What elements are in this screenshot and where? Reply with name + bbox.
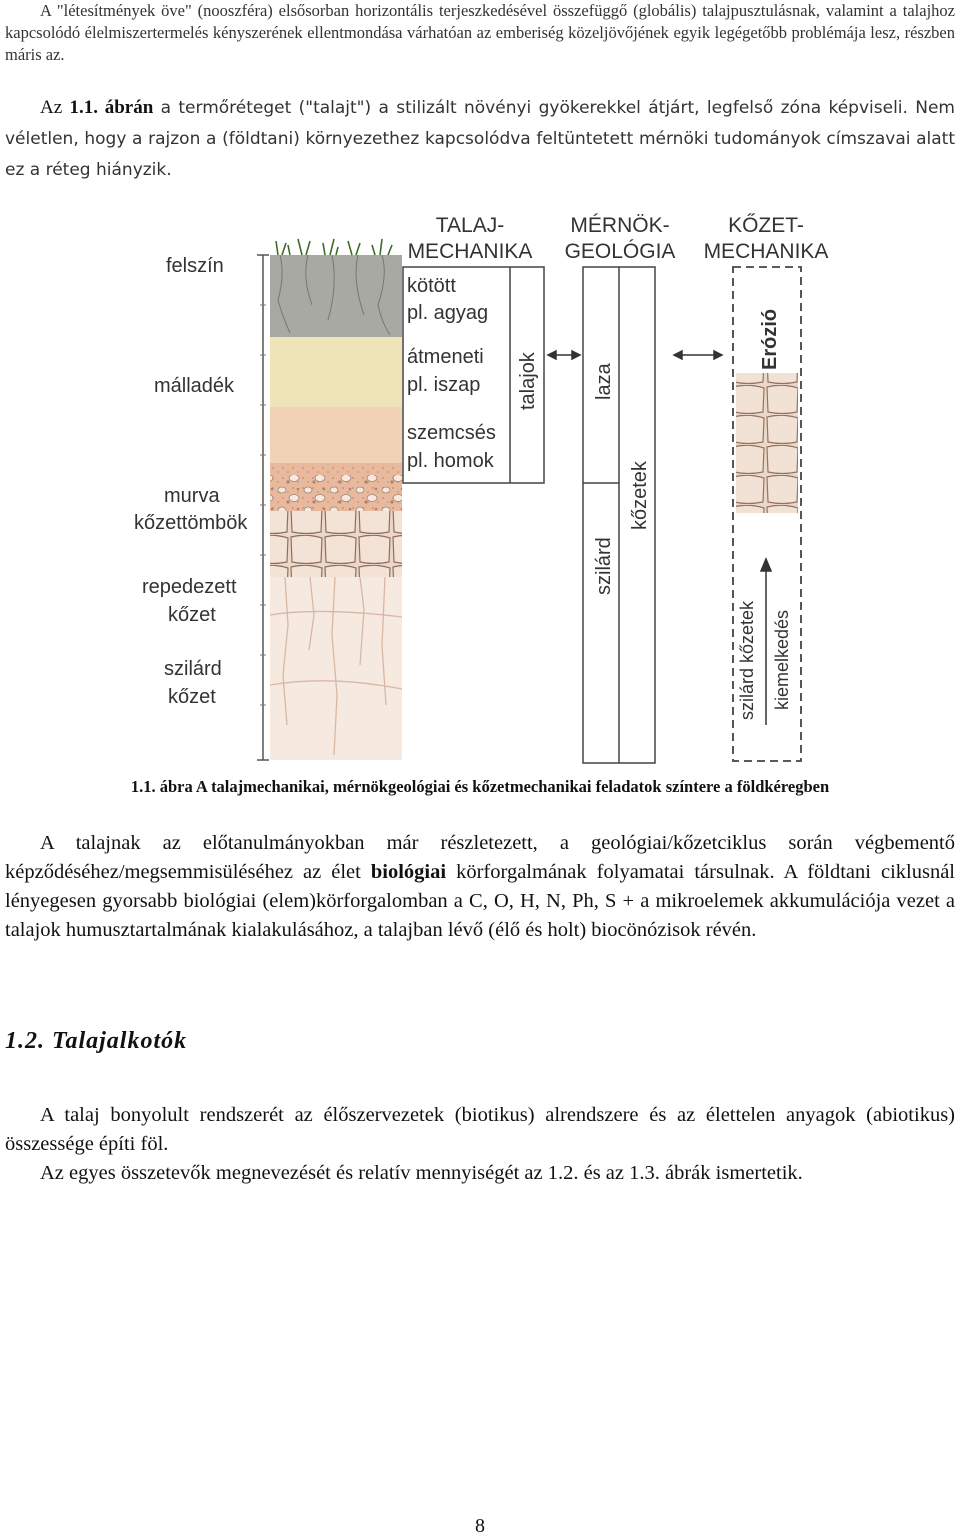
label-szilard-kozetek: szilárd kőzetek — [737, 600, 757, 720]
biology-text-a: A talajnak az előtanulmányokban már részletezett, a geológiai/kőzetciklus során végbementő képződéséhez/megsemmisüléséhez az élet — [5, 832, 955, 883]
label-malladek: málladék — [154, 375, 235, 397]
intro-paragraph — [5, 0, 955, 66]
double-arrows — [548, 351, 722, 359]
biology-bold: biológiai — [370, 861, 447, 883]
label-repedezett: repedezett — [142, 576, 237, 598]
figure-ref-text: a termőréteget ("talajt") a stilizált növényi gyökerekkel átjárt, legfelső zóna képviseli. Nem véletlen, hogy a rajzon a (földtani) környezethez kapcsolódva feltüntetett mérnöki tudományok címszavai alatt ez a réteg hiányzik. — [5, 98, 955, 180]
gravel-layer — [270, 475, 402, 515]
header-kozet-2: MECHANIKA — [703, 240, 829, 263]
components-text-a: A talaj bonyolult rendszerét az élőszervezetek (biotikus) alrendszere és az élettelen anyagok (abiotikus) összessége építi föl. — [5, 1104, 955, 1155]
label-kozet-2: kőzet — [168, 686, 216, 708]
plants-icon — [276, 239, 392, 255]
soil-iszap: pl. iszap — [407, 374, 481, 396]
header-kozet-1: KŐZET- — [728, 214, 804, 237]
uplift-arrow-icon — [761, 559, 771, 725]
soil-homok: pl. homok — [407, 450, 494, 472]
label-talajok: talajok — [517, 352, 539, 410]
label-szilard-vertical: szilárd — [593, 537, 615, 595]
header-mernok-1: MÉRNÖK- — [570, 214, 670, 237]
page-number: 8 — [475, 1515, 485, 1537]
az-word: Az — [40, 97, 63, 118]
components-paragraph — [5, 1101, 955, 1188]
rock-mechanics-box — [733, 267, 801, 761]
label-kozetek: kőzetek — [629, 461, 651, 530]
label-murva: murva — [164, 485, 220, 507]
label-laza: laza — [593, 363, 615, 400]
topsoil-layer — [270, 255, 402, 337]
label-felszin: felszín — [166, 255, 224, 277]
components-text-b: Az egyes összetevők megnevezését és relatív mennyiségét az 1.2. és az 1.3. ábrák ismertetik. — [40, 1162, 803, 1184]
label-szilard: szilárd — [164, 658, 222, 680]
figure-caption: 1.1. ábra A talajmechanikai, mérnökgeológiai és kőzetmechanikai feladatok színtere a földkéregben — [130, 777, 830, 796]
header-mernok-2: GEOLÓGIA — [564, 240, 676, 263]
biology-paragraph — [5, 829, 955, 945]
soil-column — [270, 239, 402, 760]
header-talaj-1: TALAJ- — [435, 214, 505, 237]
soil-kotott: kötött — [407, 275, 456, 297]
figure-ref: 1.1. ábrán — [69, 97, 154, 118]
label-kozettombok: kőzettömbök — [134, 512, 248, 534]
label-kozet-1: kőzet — [168, 604, 216, 626]
soil-agyag: pl. agyag — [407, 302, 489, 324]
figure-reference-paragraph — [5, 92, 955, 186]
label-kiemelkedes: kiemelkedés — [772, 609, 792, 710]
header-talaj-2: MECHANIKA — [407, 240, 533, 263]
bedrock-layer — [270, 577, 402, 760]
soil-szemcses: szemcsés — [407, 422, 496, 444]
silt-layer — [270, 407, 402, 463]
soil-profile-figure — [120, 205, 840, 767]
clay-layer — [270, 337, 402, 407]
section-heading: 1.2. Talajalkotók — [5, 1028, 188, 1054]
intro-text: A "létesítmények öve" (nooszféra) elsősorban horizontális terjeszkedésével összefüggő (globális) talajpusztulásnak, valamint a talajhoz kapcsolódó élelmiszertermelés kényszerének ellentmondása várhatóan az emberiség közeljövőjének egyik legégetőbb problémája lesz, részben máris az. — [5, 1, 955, 64]
label-erozio: Erózió — [759, 308, 781, 370]
soil-atmeneti: átmeneti — [407, 346, 484, 368]
biology-text-b: körforgalmának folyamatai társulnak. A földtani ciklusnál lényegesen gyorsabb biológiai (elem)körforgalomban a C, O, H, N, Ph, S + a mikroelemek akkumulációja vezet a talajok humusztartalmának kialakulásához, a talajban lévő (élő és holt) biocönózisok révén. — [5, 861, 956, 941]
